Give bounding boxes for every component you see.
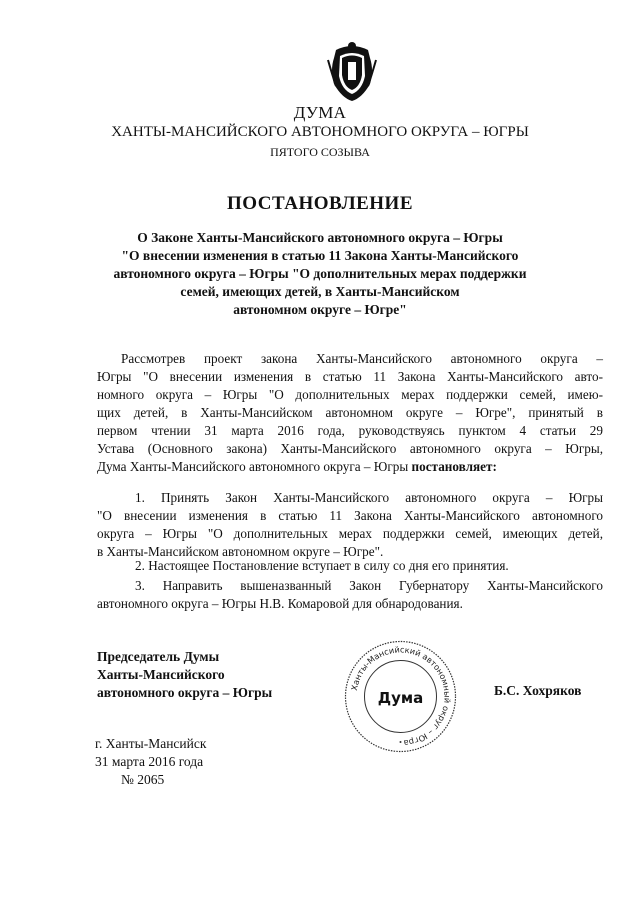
subject-line: автономном округе – Югре" — [233, 302, 407, 317]
decree-keyword: постановляет: — [411, 459, 497, 474]
subject-line: "О внесении изменения в статью 11 Закона Ханты-Мансийского — [121, 248, 519, 263]
preamble-line: Рассмотрев проект закона Ханты-Мансийского автономного округа – — [121, 351, 603, 366]
signatory-title-line: Ханты-Мансийского — [97, 667, 225, 682]
stamp-ring-text: Ханты-Мансийский автономный округ – Югра — [348, 644, 453, 749]
subject-line: О Законе Ханты-Мансийского автономного округа – Югры — [137, 230, 503, 245]
item-1-line: округа – Югры "О дополнительных мерах поддержки семей, имеющих детей, — [97, 526, 603, 541]
item-1-line: в Ханты-Мансийском автономном округе – Югре". — [97, 544, 384, 559]
item-1-line: "О внесении изменения в статью 11 Закона Ханты-Мансийского автономного — [97, 508, 603, 523]
issue-date: 31 марта 2016 года — [95, 754, 204, 769]
item-1-line: 1. Принять Закон Ханты-Мансийского автономного округа – Югры — [135, 490, 603, 505]
item-2-line: 2. Настоящее Постановление вступает в силу со дня его принятия. — [135, 558, 509, 573]
preamble-paragraph — [97, 350, 603, 476]
preamble-line-final — [97, 458, 603, 476]
subject-line: автономного округа – Югры "О дополнительных мерах поддержки — [113, 266, 527, 281]
coat-of-arms-icon — [326, 40, 378, 102]
preamble-line: Устава (Основного закона) Ханты-Мансийского автономного округа – Югры, — [97, 441, 603, 456]
preamble-line: номного округа – Югры "О дополнительных мерах поддержки семей, имею- — [97, 387, 603, 402]
issue-place: г. Ханты-Мансийск — [95, 736, 207, 751]
signatory-name: Б.С. Хохряков — [494, 683, 582, 698]
signatory-title-line: автономного округа – Югры — [97, 685, 273, 700]
region-heading: ХАНТЫ-МАНСИЙСКОГО АВТОНОМНОГО ОКРУГА – ЮГРЫ — [111, 124, 529, 140]
item-1-paragraph — [97, 489, 603, 561]
signatory-title — [97, 648, 272, 702]
item-2-paragraph — [97, 557, 603, 575]
duma-heading: ДУМА — [293, 103, 347, 122]
document-type-title: ПОСТАНОВЛЕНИЕ — [226, 193, 414, 214]
preamble-line: щих детей, в Ханты-Мансийском автономном округе – Югре", принятый в — [97, 405, 603, 420]
document-number: № 2065 — [121, 772, 165, 787]
preamble-line: первом чтении 31 марта 2016 года, руководствуясь пунктом 4 статьи 29 — [97, 423, 603, 438]
item-3-paragraph — [97, 577, 603, 613]
issue-details — [95, 735, 206, 789]
stamp-center-text: Дума — [377, 689, 424, 707]
item-3-line: 3. Направить вышеназванный Закон Губернатору Ханты-Мансийского — [135, 578, 603, 593]
subject-line: семей, имеющих детей, в Ханты-Мансийском — [180, 284, 460, 299]
preamble-line: Югры "О внесении изменения в статью 11 Закона Ханты-Мансийского авто- — [97, 369, 603, 384]
preamble-line: Дума Ханты-Мансийского автономного округа – Югры — [97, 459, 409, 474]
item-3-line: автономного округа – Югры Н.В. Комаровой для обнародования. — [97, 596, 463, 611]
official-stamp — [343, 639, 458, 754]
signatory-title-line: Председатель Думы — [97, 649, 220, 664]
document-subject — [0, 229, 640, 319]
convocation-heading: ПЯТОГО СОЗЫВА — [270, 145, 370, 159]
